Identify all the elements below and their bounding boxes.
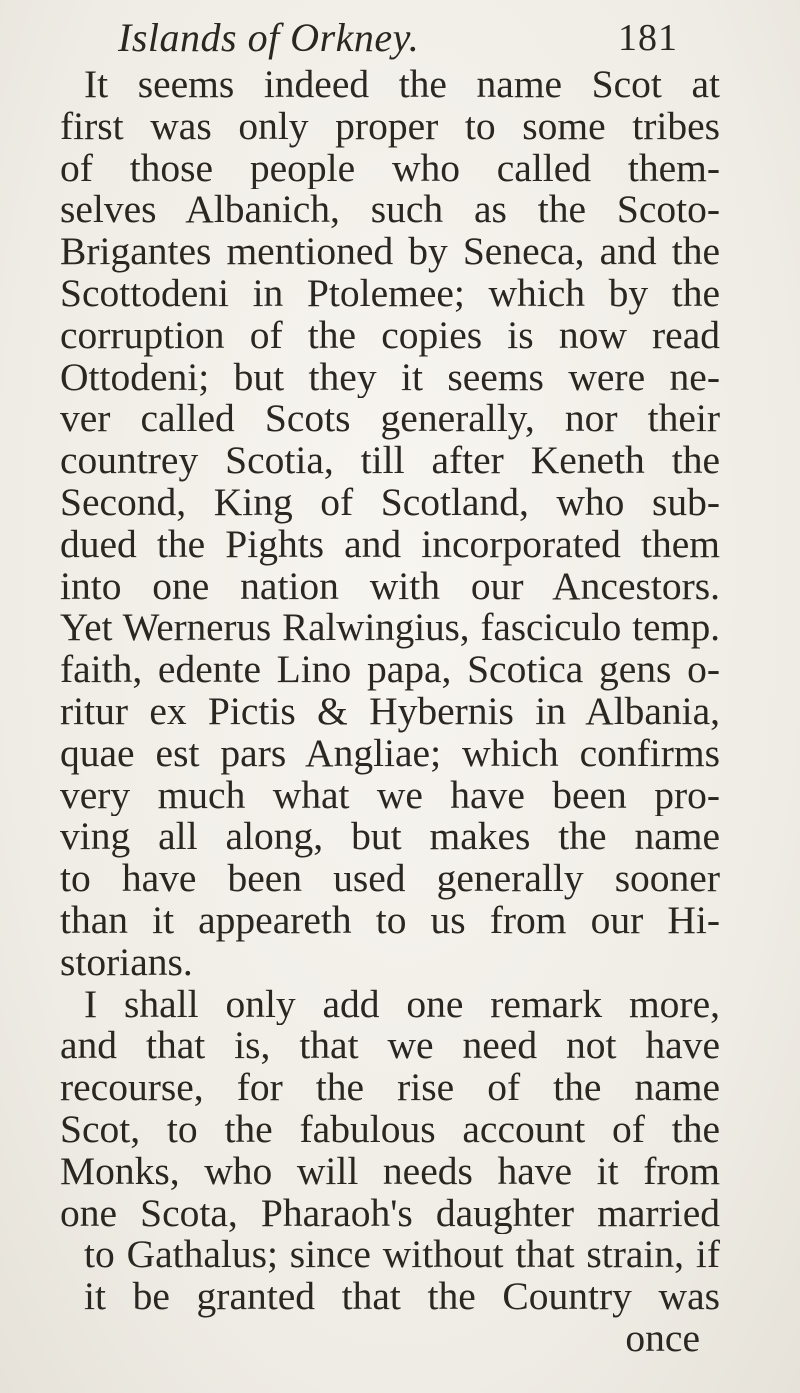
text-line: to have been used generally sooner: [60, 858, 720, 900]
text-line: storians.: [60, 941, 193, 984]
text-line: Yet Wernerus Ralwingius, fasciculo temp.: [60, 607, 720, 650]
text-line: Monks, who will needs have it from: [60, 1150, 720, 1193]
text-line: recourse, for the rise of the name: [60, 1067, 720, 1109]
text-line: countrey Scotia, till after Keneth the: [60, 440, 720, 482]
text-line: into one nation with our Ancestors.: [60, 565, 720, 608]
text-line: quae est pars Angliae; which confirms: [60, 732, 720, 775]
text-line: ving all along, but makes the name: [60, 816, 720, 859]
catchword: once: [625, 1317, 700, 1360]
text-line: ritur ex Pictis & Hybernis in Albania,: [60, 690, 720, 733]
text-line: than it appeareth to us from our Hi-: [60, 899, 720, 942]
text-line: Scot, to the fabulous account of the: [60, 1108, 720, 1151]
text-line: Scottodeni in Ptolemee; which by the: [60, 272, 720, 315]
text-line: and that is, that we need not have: [60, 1025, 720, 1068]
text-line: faith, edente Lino papa, Scotica gens o-: [60, 649, 720, 691]
text-line: It seems indeed the name Scot at: [84, 64, 720, 106]
text-line: dued the Pights and incorporated them: [60, 523, 720, 566]
text-line: first was only proper to some tribes: [60, 105, 720, 148]
text-line: it be granted that the Country was: [84, 1276, 720, 1318]
text-line: selves Albanich, such as the Scoto-: [60, 189, 720, 232]
text-line: Second, King of Scotland, who sub-: [60, 481, 720, 524]
body-text: [60, 64, 720, 1360]
text-line: to Gathalus; since without that strain, if: [84, 1234, 720, 1277]
running-title: Islands of Orkney.: [118, 15, 420, 60]
page-number: 181: [618, 17, 678, 59]
text-line: Ottodeni; but they it seems were ne-: [60, 356, 720, 399]
text-line: one Scota, Pharaoh's daughter married: [60, 1192, 720, 1235]
text-line: corruption of the copies is now read: [60, 314, 720, 357]
text-line: Brigantes mentioned by Seneca, and the: [60, 231, 720, 273]
text-line: ver called Scots generally, nor their: [60, 398, 720, 441]
text-line: very much what we have been pro-: [60, 774, 720, 817]
text-line: of those people who called them-: [60, 147, 720, 190]
text-line: I shall only add one remark more,: [84, 983, 720, 1026]
